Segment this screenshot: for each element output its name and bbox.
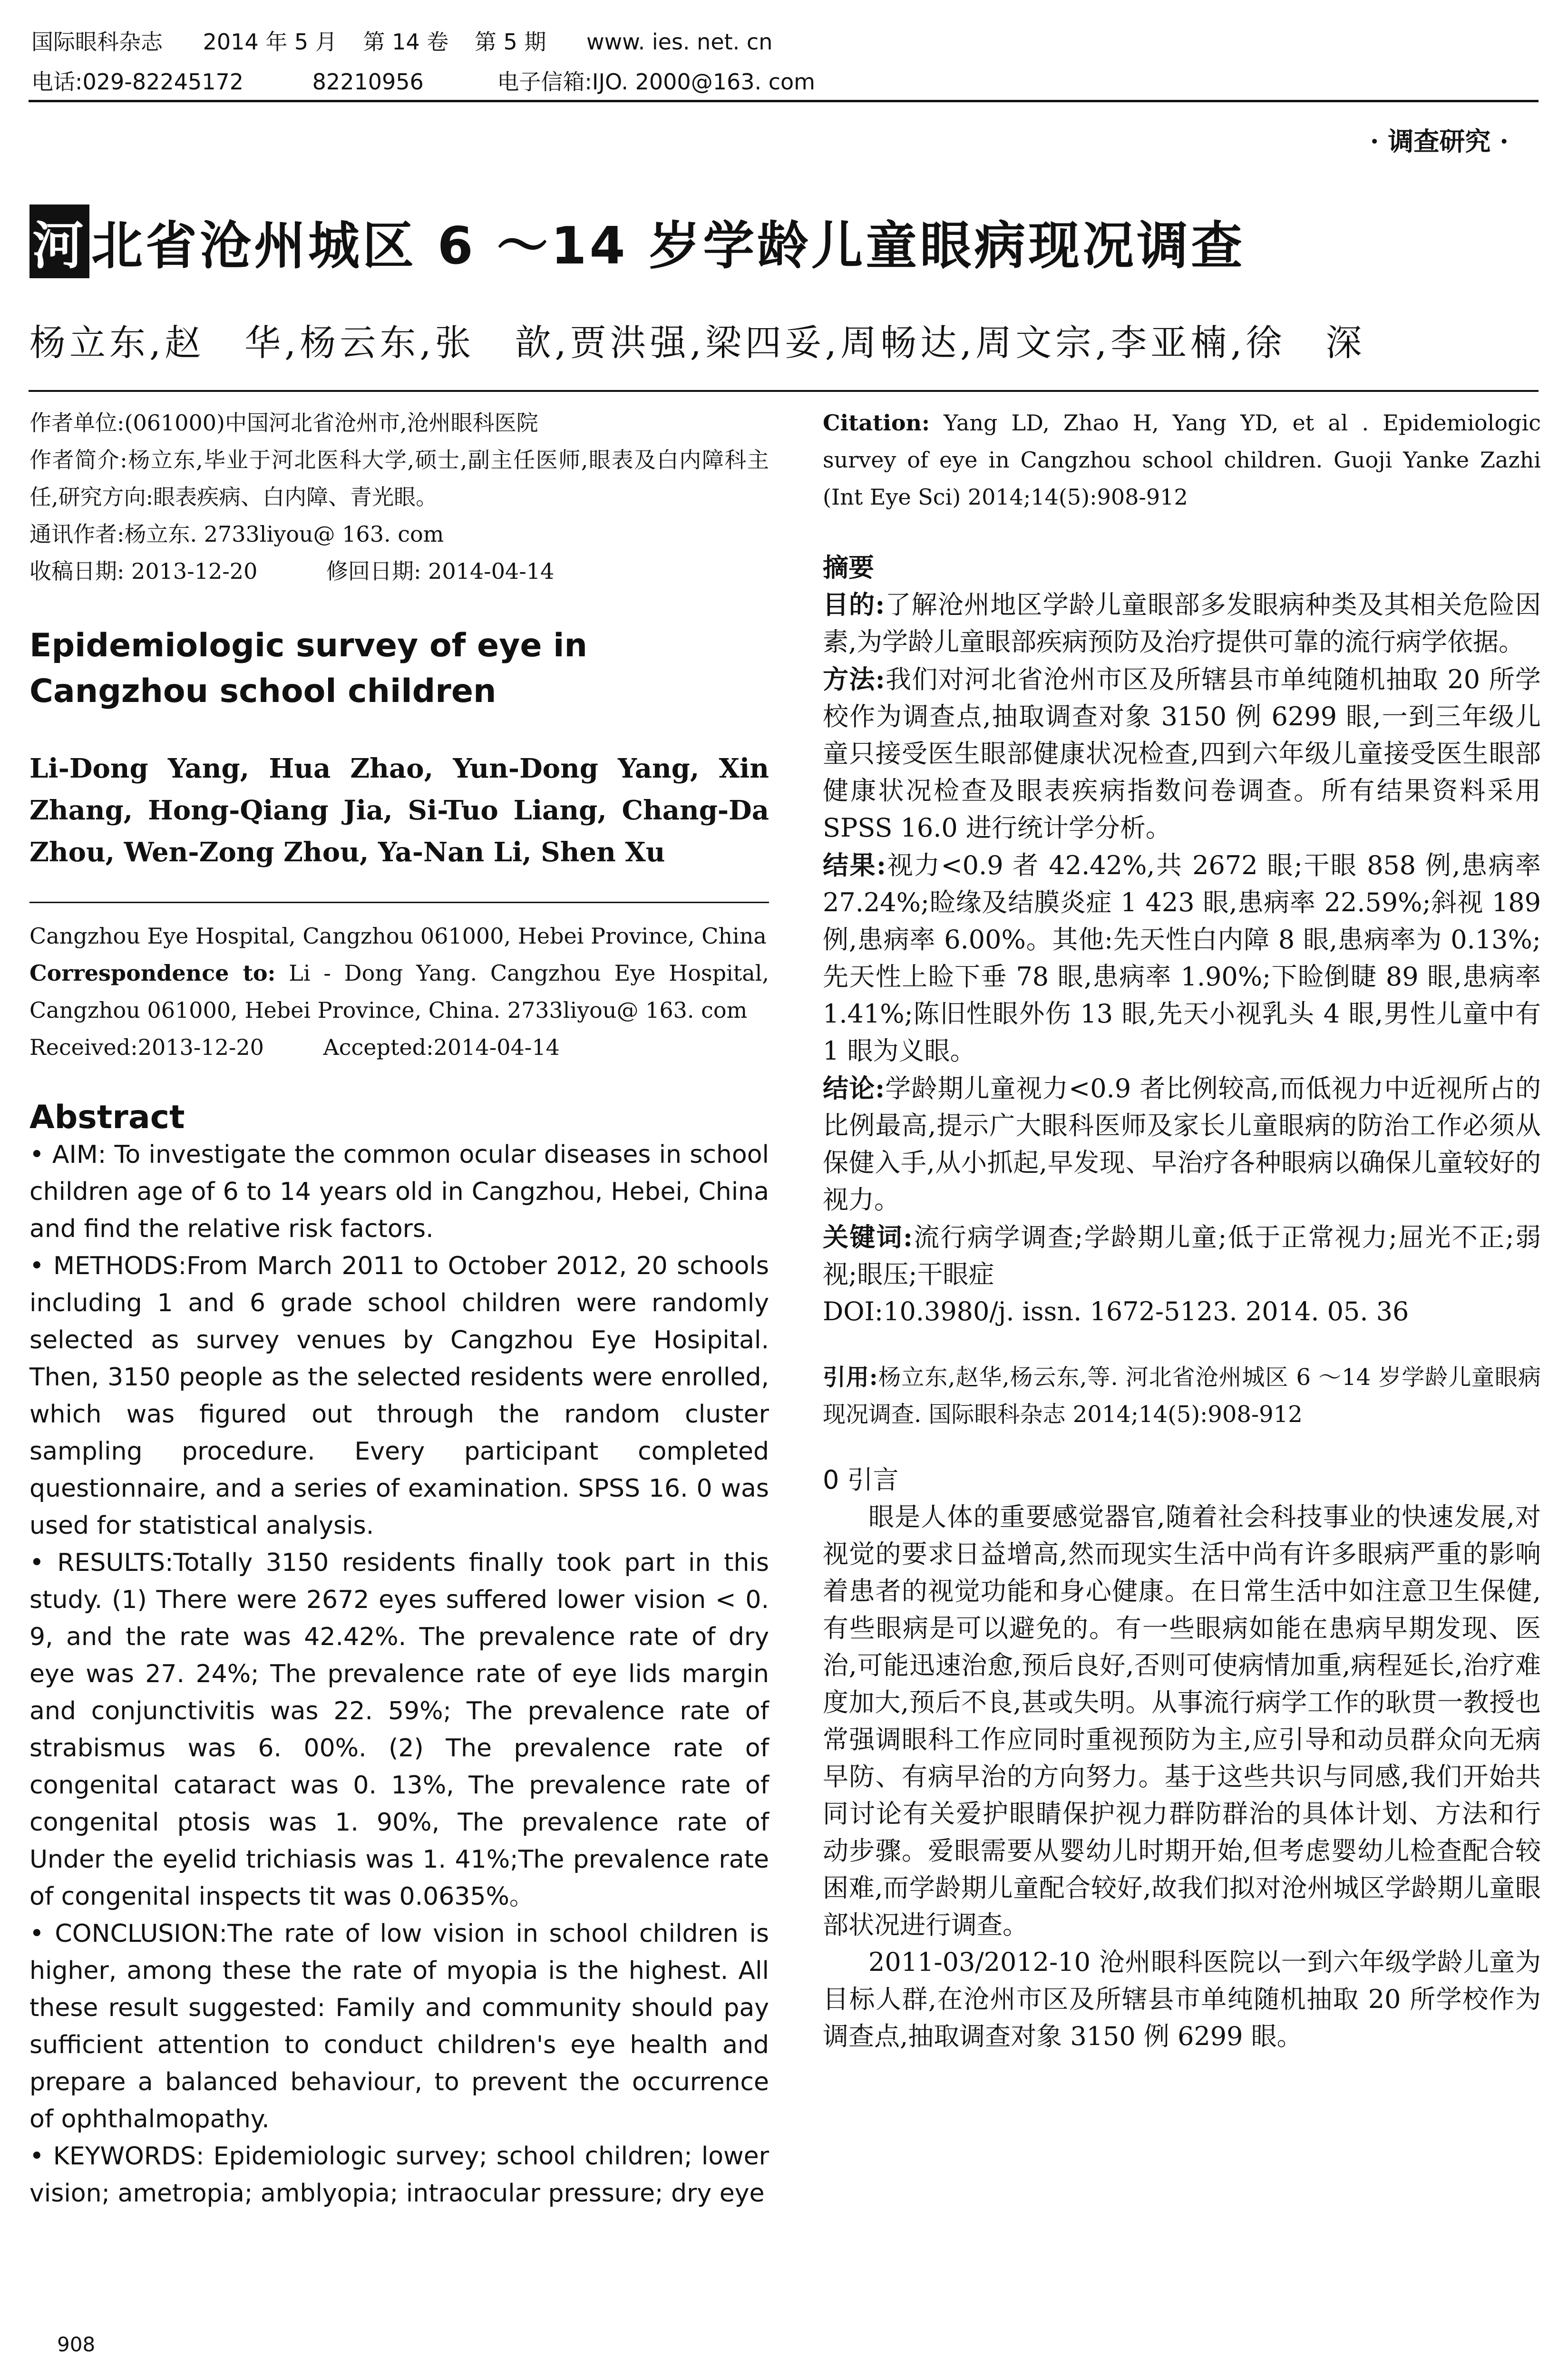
method-text: 我们对河北省沧州市区及所辖县市单纯随机抽取 20 所学校作为调查点,抽取调查对象 3150 例 6299 眼,一到三年级儿童只接受医生眼部健康状况检查,四到六年级儿童接受医生眼部健康状况检查及眼表疾病指数问卷调查。所有结果资料采用 SPSS 16.0 进行统计学分析。 [823, 664, 1541, 843]
running-header-line2 [31, 65, 815, 96]
abstract-methods: • METHODS:From March 2011 to October 2012, 20 schools including 1 and 6 grade school children were randomly selected as survey venues by Cangzhou Eye Hosipital. Then, 3150 people as the selected residents were enrolled, which was figured out through the random cluster sampling procedure. Every participant completed questionnaire, and a series of examination. SPSS 16. 0 was used for statistical analysis. [29, 1252, 769, 1540]
english-title: Epidemiologic survey of eye in Cangzhou school children [29, 627, 587, 710]
issue: 第 5 期 [474, 29, 546, 55]
running-header-line1 [31, 25, 772, 56]
received-en: Received:2013-12-20 [29, 1034, 264, 1060]
keywords-label: 关键词: [823, 1222, 913, 1252]
citation-label: Citation: [823, 410, 930, 436]
summary-conclusion [823, 1070, 1541, 1218]
intro-heading: 0 引言 [823, 1465, 899, 1495]
keywords-text: 流行病学调查;学龄期儿童;低于正常视力;屈光不正;弱视;眼压;干眼症 [823, 1222, 1541, 1289]
phone: 电话:029-82245172 [31, 69, 244, 95]
intro-paragraph-1: 眼是人体的重要感觉器官,随着社会科技事业的快速发展,对视觉的要求日益增高,然而现实生活中尚有许多眼病严重的影响着患者的视觉功能和身心健康。在日常生活中如注意卫生保健,有些眼病是可以避免的。有一些眼病如能在患病早期发现、医治,可能迅速治愈,预后良好,否则可使病情加重,病程延长,治疗难度加大,预后不良,甚或失明。从事流行病学工作的耿贯一教授也常强调眼科工作应同时重视预防为主,应引导和动员群众向无病早防、有病早治的方向努力。基于这些共识与同感,我们开始共同讨论有关爱护眼睛保护视力群防群治的具体计划、方法和行动步骤。爱眼需要从婴幼儿时期开始,但考虑婴幼儿检查配合较困难,而学龄期儿童配合较好,故我们拟对沧州城区学龄期儿童眼部状况进行调查。 [823, 1502, 1541, 1940]
intro-paragraph-2: 2011-03/2012-10 沧州眼科医院以一到六年级学龄儿童为目标人群,在沧州市区及所辖县市单纯随机抽取 20 所学校作为调查点,抽取调查对象 3150 例 6299 眼。 [823, 1947, 1541, 2051]
summary-heading: 摘要 [823, 552, 874, 583]
correspondence-text: Li - Dong Yang. Cangzhou Eye Hospital, Cangzhou 061000, Hebei Province, China. 2733liyou@ 163. com [29, 960, 769, 1023]
correspondence-cn: 通讯作者:杨立东. 2733liyou@ 163. com [29, 521, 444, 547]
summary-keywords [823, 1218, 1541, 1293]
abstract-results: • RESULTS:Totally 3150 residents finally took part in this study. (1) There were 2672 eyes suffered lower vision < 0. 9, and the rate was 42.42%. The prevalence rate of dry eye was 27. 24%; The prevalence rate of eye lids margin and conjunctivitis was 22. 59%; The prevalence rate of strabismus was 6. 00%. (2) The prevalence rate of congenital cataract was 0. 13%, The prevalence rate of congenital ptosis was 1. 90%, The prevalence rate of Under the eyelid trichiasis was 1. 41%;The prevalence rate of congenital inspects tit was 0.0635%。 [29, 1549, 769, 1911]
english-correspondence [29, 955, 769, 1029]
doi: DOI:10.3980/j. issn. 1672-5123. 2014. 05. 36 [823, 1296, 1409, 1326]
section-tag: · 调查研究 · [1370, 126, 1509, 156]
dates-cn [29, 553, 769, 590]
title-rest: 北省沧州城区 6 ～14 岁学龄儿童眼病现况调查 [91, 216, 1246, 276]
left-column [29, 404, 769, 2212]
received-cn: 收稿日期: 2013-12-20 [29, 558, 258, 584]
citation [823, 404, 1541, 516]
method-label: 方法: [823, 664, 885, 694]
english-dates [29, 1029, 769, 1066]
conclusion-label: 结论: [823, 1073, 885, 1103]
page-title [29, 205, 1245, 278]
result-label: 结果: [823, 850, 886, 880]
phone-2: 82210956 [312, 69, 424, 95]
revised-cn: 修回日期: 2014-04-14 [326, 558, 555, 584]
authors-rule [29, 390, 1539, 392]
cite-label: 引用: [823, 1364, 878, 1391]
citation-text: Yang LD, Zhao H, Yang YD, et al . Epidemiologic survey of eye in Cangzhou school children. Guoji Yanke Zazhi (Int Eye Sci) 2014;14(5):908-912 [823, 410, 1541, 510]
journal-name: 国际眼科杂志 [31, 29, 163, 55]
purpose-text: 了解沧州地区学龄儿童眼部多发眼病种类及其相关危险因素,为学龄儿童眼部疾病预防及治疗提供可靠的流行病学依据。 [823, 590, 1541, 657]
abstract-aim: • AIM: To investigate the common ocular diseases in school children age of 6 to 14 years old in Cangzhou, Hebei, China and find the relative risk factors. [29, 1140, 769, 1243]
summary-purpose [823, 586, 1541, 661]
summary-method [823, 661, 1541, 847]
accepted-en: Accepted:2014-04-14 [323, 1034, 560, 1060]
right-column [823, 404, 1541, 2055]
volume: 第 14 卷 [363, 29, 449, 55]
abstract-conclusion: • CONCLUSION:The rate of low vision in school children is higher, among these the rate of myopia is the highest. All these result suggested: Family and community should pay sufficient attention to conduct children's eye health and prepare a balanced behaviour, to prevent the occurrence of ophthalmopathy. [29, 1919, 769, 2133]
cite-text: 杨立东,赵华,杨云东,等. 河北省沧州城区 6 ～14 岁学龄儿童眼病现况调查. 国际眼科杂志 2014;14(5):908-912 [823, 1364, 1541, 1428]
conclusion-text: 学龄期儿童视力<0.9 者比例较高,而低视力中近视所占的比例最高,提示广大眼科医师及家长儿童眼病的防治工作必须从保健入手,从小抓起,早发现、早治疗各种眼病以确保儿童较好的视力。 [823, 1073, 1541, 1215]
title-first-char: 河 [29, 205, 89, 278]
header-rule [29, 100, 1539, 102]
result-text: 视力<0.9 者 42.42%,共 2672 眼;干眼 858 例,患病率 27.24%;睑缘及结膜炎症 1 423 眼,患病率 22.59%;斜视 189 例,患病率 6.00%。其他:先天性白内障 8 眼,患病率为 0.13%;先天性上睑下垂 78 眼,患病率 1.90%;下睑倒睫 89 眼,患病率 1.41%;陈旧性眼外伤 13 眼,先天小视乳头 4 眼,男性儿童中有 1 眼为义眼。 [823, 850, 1541, 1066]
summary-result [823, 847, 1541, 1070]
english-affiliation: Cangzhou Eye Hospital, Cangzhou 061000, Hebei Province, China [29, 923, 767, 949]
abstract-keywords: • KEYWORDS: Epidemiologic survey; school children; lower vision; ametropia; amblyopia; intraocular pressure; dry eye [29, 2142, 769, 2208]
issue-date: 2014 年 5 月 [203, 29, 337, 55]
english-authors: Li-Dong Yang, Hua Zhao, Yun-Dong Yang, Xin Zhang, Hong-Qiang Jia, Si-Tuo Liang, Chang-Da Zhou, Wen-Zong Zhou, Ya-Nan Li, Shen Xu [29, 753, 769, 868]
page-number: 908 [57, 2333, 96, 2356]
author-bio: 作者简介:杨立东,毕业于河北医科大学,硕士,副主任医师,眼表及白内障科主任,研究方向:眼表疾病、白内障、青光眼。 [29, 447, 769, 510]
cite-cn [823, 1359, 1541, 1433]
authors-cn: 杨立东,赵 华,杨云东,张 歆,贾洪强,梁四妥,周畅达,周文宗,李亚楠,徐 深 [29, 321, 1366, 364]
abstract-heading: Abstract [29, 1099, 185, 1136]
website-link[interactable]: www. ies. net. cn [586, 29, 773, 55]
email: 电子信箱:IJO. 2000@163. com [497, 69, 815, 95]
correspondence-label: Correspondence to: [29, 960, 276, 986]
purpose-label: 目的: [823, 589, 885, 620]
affiliation: 作者单位:(061000)中国河北省沧州市,沧州眼科医院 [29, 410, 538, 436]
